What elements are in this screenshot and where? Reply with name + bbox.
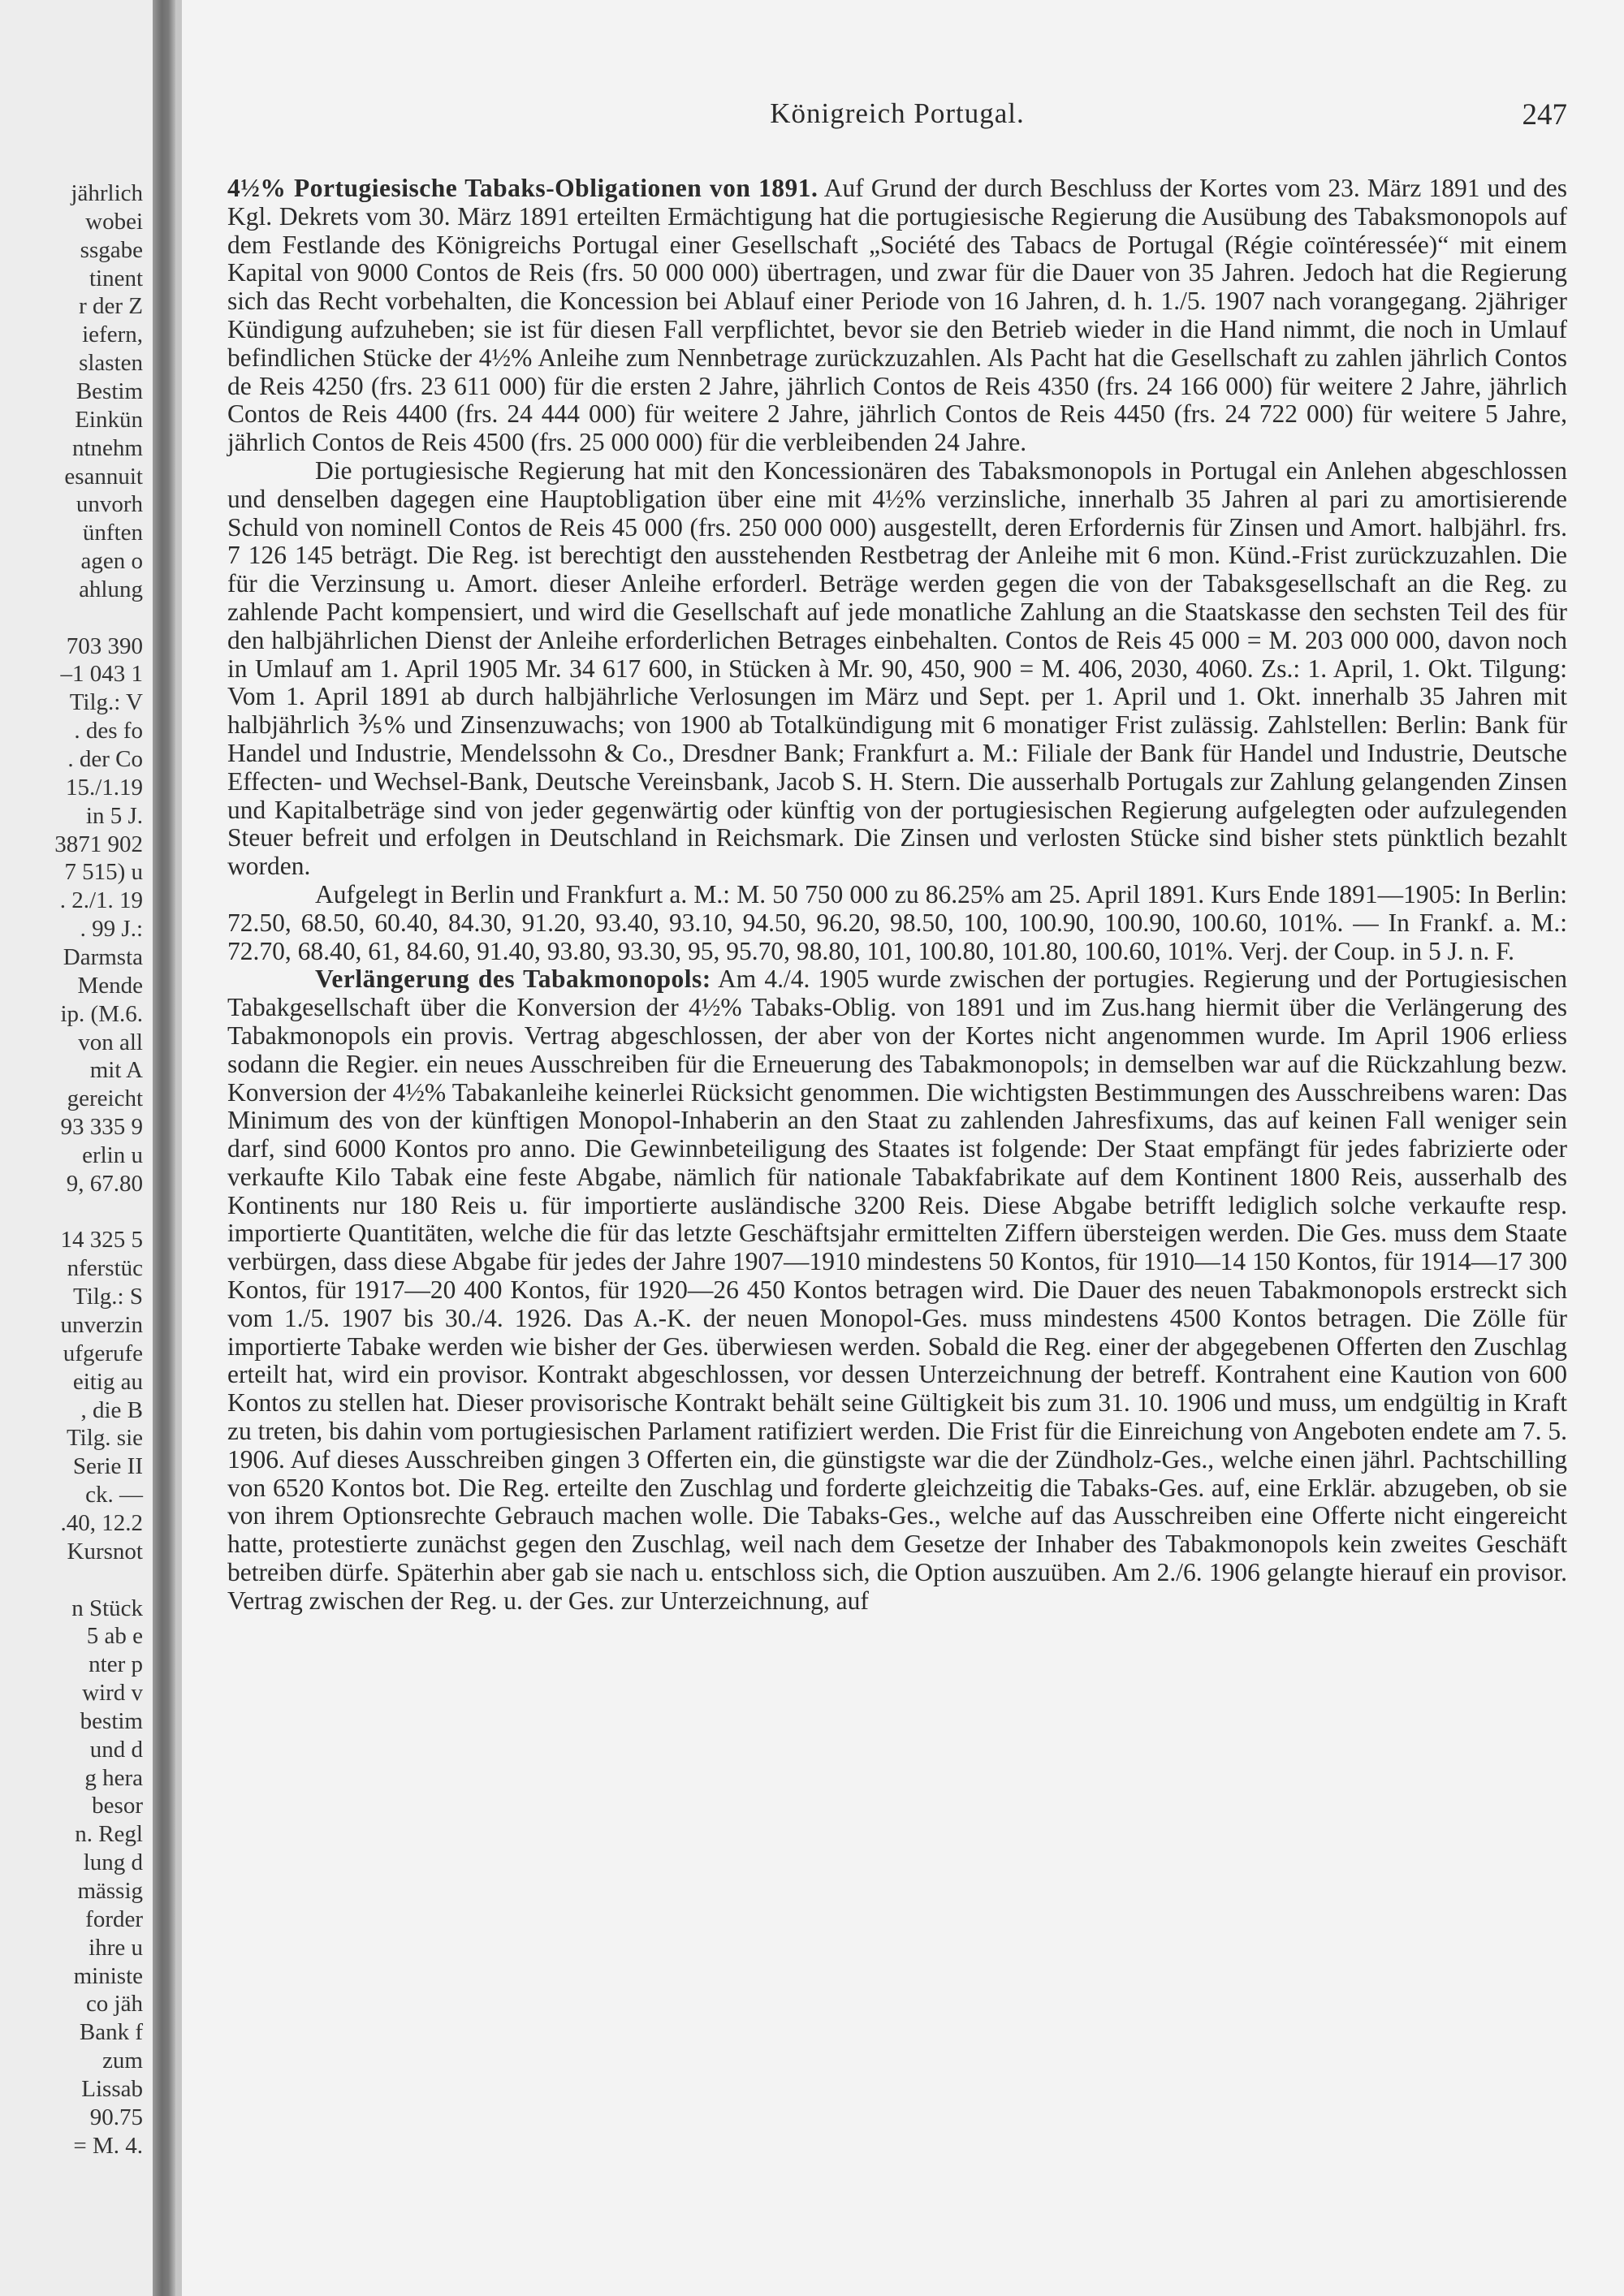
facing-page-line: erlin u — [82, 1142, 143, 1168]
facing-page-line: ihre u — [89, 1934, 143, 1961]
facing-page-line: . 2./1. 19 — [59, 887, 143, 914]
section-heading-monopoly-extension: Verlängerung des Tabakmonopols: — [315, 965, 711, 994]
facing-page-line: ministe — [73, 1962, 143, 1989]
page-header-title: Königreich Portugal. — [770, 97, 1025, 129]
facing-page-line: . 99 J.: — [80, 916, 143, 943]
facing-page-line: 15./1.19 — [65, 774, 143, 801]
book-gutter-shadow — [153, 0, 175, 2296]
facing-page-line: unvorh — [76, 491, 143, 518]
facing-page-line: ahlung — [79, 576, 143, 602]
facing-page-line: ssgabe — [80, 236, 143, 263]
facing-page-line: –1 043 1 — [60, 661, 143, 688]
paragraph-text: Auf Grund der durch Beschluss der Kortes vom 23. März 1891 und des Kgl. Dekrets vom 30. März 1891 erteilten Ermächtigung hat die portugiesische Regierung die Ausübung des Tabaksmonopols auf dem Festlande des Königreichs Portugal einer Gesellschaft „Société des Tabacs de Portugal (Régie coïntéressée)“ mit einem Kapital von 9000 Contos de Reis (frs. 50 000 000) übertragen, und zwar für die Dauer von 35 Jahren. Jedoch hat die Regierung sich das Recht vorbehalten, die Koncession bei Ablauf einer Periode von 16 Jahren, d. h. 1./5. 1907 nach vorangegang. 2jähriger Kündigung aufzuheben; sie ist für diesen Fall verpflichtet, bevor sie den Betrieb wieder in die Hand nimmt, die noch in Umlauf befindlichen Stücke der 4½% Anleihe zum Nennbetrage zurückzuzahlen. Als Pacht hat die Gesellschaft zu zahlen jährlich Contos de Reis 4250 (frs. 23 611 000) für die ersten 2 Jahre, jährlich Contos de Reis 4350 (frs. 24 166 000) für weitere 2 Jahre, jährlich Contos de Reis 4400 (frs. 24 444 000) für weitere 2 Jahre, jährlich Contos de Reis 4450 (frs. 24 722 000) für weitere 5 Jahre, jährlich Contos de Reis 4500 (frs. 25 000 000) für die verbleibenden 24 Jahre. — [227, 174, 1567, 457]
page-edge — [175, 0, 182, 2296]
facing-page-line: . der Co — [67, 746, 143, 772]
facing-page-line: esannuit — [64, 463, 143, 490]
facing-page-line: co jäh — [85, 1991, 143, 2018]
facing-page-line: 90.75 — [89, 2104, 143, 2130]
facing-page-line: n Stück — [71, 1595, 143, 1621]
facing-page-line: Lissab — [81, 2075, 143, 2102]
facing-page-line: 5 ab e — [86, 1623, 143, 1650]
section-heading-tobacco-bonds: 4½% Portugiesische Tabaks-Obligationen von 1891. — [227, 174, 818, 202]
facing-page-line: gereicht — [67, 1085, 143, 1112]
facing-page-line: Serie II — [72, 1453, 143, 1480]
facing-page-line: mit A — [89, 1057, 143, 1084]
facing-page-line: agen o — [80, 548, 143, 575]
facing-page-line: 93 335 9 — [60, 1114, 143, 1141]
page — [182, 0, 1624, 2296]
facing-page-line: nter p — [89, 1651, 143, 1678]
running-head — [227, 97, 1567, 138]
facing-page-line: Einkün — [75, 406, 143, 433]
facing-page-line: Bank f — [79, 2019, 143, 2046]
facing-page-line: lung d — [83, 1849, 143, 1876]
facing-page-line: unverzin — [60, 1312, 143, 1338]
facing-page-line: bestim — [80, 1707, 143, 1734]
facing-page-line: ufgerufe — [63, 1340, 143, 1366]
facing-page-line: n. Regl — [75, 1821, 143, 1848]
facing-page-line: Tilg. sie — [66, 1425, 143, 1452]
facing-page-line: Tilg.: V — [69, 689, 143, 716]
facing-page-line: ck. — — [85, 1482, 143, 1508]
facing-page-line: 14 325 5 — [60, 1227, 143, 1254]
facing-page-line: mässig — [77, 1878, 143, 1904]
facing-page-line: von all — [78, 1029, 143, 1055]
paragraph-loan-terms: Die portugiesische Regierung hat mit den Koncessionären des Tabaksmonopols in Portugal ein Anlehen abgeschlossen und denselben dagegen eine Hauptobligation über eine mit 4½% verzinsliche, innerhalb 35 Jahren al pari zu amortisierende Schuld von nominell Contos de Reis 45 000 (frs. 250 000 000) ausgestellt, deren Erfordernis für Zinsen und Amort. halbjährl. frs. 7 126 145 beträgt. Die Reg. ist berechtigt den ausstehenden Restbetrag der Anleihe mit 6 mon. Künd.-Frist zurückzuzahlen. Die für die Verzinsung u. Amort. dieser Anleihe erforderl. Beträge werden gegen die von der Tabaksgesellschaft an die Reg. zu zahlende Pacht kompensiert, und wird die Gesellschaft auf jede monatliche Zahlung an die Staatskasse den sechsten Teil des für den halbjährlichen Dienst der Anleihe erforderlichen Betrages einbehalten. Contos de Reis 45 000 = M. 203 000 000, davon noch in Umlauf am 1. April 1905 Mr. 34 617 600, in Stücken à Mr. 90, 450, 900 = M. 406, 2030, 4060. Zs.: 1. April, 1. Okt. Tilgung: Vom 1. April 1891 ab durch halbjährliche Verlosungen im März und Sept. per 1. April und 1. Okt. innerhalb 35 Jahren mit halbjährlich ⅗% und Zinsenzuwachs; von 1900 ab Totalkündigung mit 6 monatiger Frist zulässig. Zahlstellen: Berlin: Bank für Handel und Industrie, Mendelssohn & Co., Dresdner Bank; Frankfurt a. M.: Filiale der Bank für Handel und Industrie, Deutsche Effecten- und Wechsel-Bank, Deutsche Vereinsbank, Jacob S. H. Stern. Die ausserhalb Portugals zur Zahlung gelangenden Zinsen und Kapitalbeträge sind von jeder gegenwärtig oder künftig von der portugiesischen Regierung aufgelegten oder aufzulegenden Steuer befreit und erfolgen in Deutschland in Reichsmark. Die Zinsen und verlosten Stücke sind bisher stets pünktlich bezahlt worden. — [227, 455, 1567, 881]
facing-page-line: 3871 902 — [54, 831, 143, 857]
facing-page-line: .40, 12.2 — [60, 1509, 143, 1536]
facing-page-line: wird v — [82, 1680, 143, 1707]
facing-page-line: g hera — [84, 1764, 143, 1791]
paragraph-prices: Aufgelegt in Berlin und Frankfurt a. M.: M. 50 750 000 zu 86.25% am 25. April 1891. Kurs Ende 1891—1905: In Berlin: 72.50, 68.50, 60.40, 84.30, 91.20, 93.40, 93.10, 94.50, 96.20, 98.50, 100, 100.90, 100.90, 100.60, 101%. — In Frankf. a. M.: 72.70, 68.40, 61, 84.60, 91.40, 93.80, 93.30, 95, 95.70, 98.80, 101, 100.80, 101.80, 100.60, 101%. Verj. der Coup. in 5 J. n. F. — [227, 879, 1567, 965]
facing-page-line: ip. (M.6. — [60, 1000, 143, 1027]
paragraph-tobacco-bonds — [227, 175, 1567, 457]
facing-page-fragment — [0, 0, 153, 2296]
facing-page-line: ntnehm — [72, 434, 143, 461]
facing-page-line: tinent — [89, 265, 143, 291]
facing-page-line: = M. 4. — [73, 2132, 143, 2159]
facing-page-line: r der Z — [79, 293, 143, 320]
facing-page-line: iefern, — [82, 322, 143, 348]
facing-page-line: Mende — [77, 972, 143, 999]
paragraph-text: Am 4./4. 1905 wurde zwischen der portugies. Regierung und der Portugiesischen Tabakgesellschaft über die Konversion der 4½% Tabaks-Oblig. von 1891 und im Zus.hang hiermit über die Verlängerung des Tabakmonopols ein provis. Vertrag abgeschlossen, der aber von der Kortes nicht angenommen wurde. Im April 1906 erliess sodann die Regier. ein neues Ausschreiben für die Erneuerung des Tabakmonopols; in demselben war auf die Rückzahlung bezw. Konversion der 4½% Tabakanleihe keinerlei Rücksicht genommen. Die wichtigsten Bestimmungen des Ausschreibens waren: Das Minimum des von der künftigen Monopol-Inhaberin an den Staat zu zahlenden Jahresfixums, das auf keinen Fall weniger sein darf, sind 6000 Kontos pro anno. Die Gewinnbeteiligung des Staates ist folgende: Der Staat empfängt für jedes fabrizierte oder verkaufte Kilo Tabak eine feste Abgabe, nämlich für nationale Tabakfabrikate auf dem Kontinent 1800 Reis, ausserhalb des Kontinents nur 180 Reis u. für importierte ausländische 3200 Reis. Diese Abgabe betrifft lediglich solche verkaufte resp. importierte Quantitäten, welche die für das letzte Geschäftsjahr ermittelten Ziffern übersteigen werden. Die Ges. muss dem Staate verbürgen, dass diese Abgabe für jedes der Jahre 1907—1910 mindestens 50 Kontos, für 1910—14 150 Kontos, für 1914—17 300 Kontos, für 1917—20 400 Kontos, für 1920—26 450 Kontos betragen wird. Die Dauer des neuen Tabakmonopols erstreckt sich vom 1./5. 1907 bis 30./4. 1926. Das A.-K. der neuen Monopol-Ges. muss mindestens 4500 Kontos betragen. Die Zölle für importierte Tabake werden wie bisher der Ges. überwiesen werden. Sobald die Reg. einer der abgegebenen Offerten den Zuschlag erteilt hat, wird ein provisor. Kontrakt abgeschlossen, vor dessen Unterzeichnung der betreff. Kontrahent eine Kaution von 600 Kontos zu stellen hat. Dieser provisorische Kontrakt behält seine Gültigkeit bis zum 31. 10. 1906 und muss, um endgültig in Kraft zu treten, bis dahin vom portugiesischen Parlament ratifiziert werden. Die Frist für die Einreichung von Angeboten endete am 7. 5. 1906. Auf dieses Ausschreiben gingen 3 Offerten ein, die günstigste war die der Zündholz-Ges., welche einen jährl. Pachtschilling von 6520 Kontos bot. Die Reg. erteilte den Zuschlag und forderte gleichzeitig die Tabaks-Ges. auf, eine Erklär. abzugeben, ob sie von ihrem Optionsrechte Gebrauch machen wolle. Die Tabaks-Ges., welche auf das Ausschreiben eine Offerte nicht eingereicht hatte, protestierte zunächst gegen den Zuschlag, weil nach dem Gesetze der Inhaber des Tabakmonopols kein zweites Geschäft betreiben dürfe. Späterhin aber gab sie nach u. entschloss sich, die Option auszuüben. Am 2./6. 1906 gelangte hierauf ein provisor. Vertrag zwischen der Reg. u. der Ges. zur Unterzeichnung, auf — [227, 965, 1567, 1615]
facing-page-line: wobei — [85, 208, 143, 235]
facing-page-line: Darmsta — [63, 943, 143, 970]
facing-page-line: Kursnot — [67, 1538, 143, 1564]
body-text — [227, 175, 1567, 1616]
facing-page-line: forder — [85, 1905, 143, 1932]
facing-page-line: ünften — [82, 520, 143, 546]
facing-page-line: und d — [89, 1736, 143, 1763]
page-number: 247 — [1522, 98, 1567, 132]
facing-page-line: slasten — [79, 350, 143, 377]
facing-page-line: , die B — [80, 1396, 143, 1423]
facing-page-line: . des fo — [74, 718, 143, 744]
facing-page-line: in 5 J. — [85, 802, 143, 829]
facing-page-line: 703 390 — [66, 632, 143, 659]
paragraph-monopoly-extension — [227, 965, 1567, 1615]
facing-page-line: eitig au — [72, 1368, 143, 1395]
facing-page-line: jährlich — [71, 180, 143, 206]
facing-page-line: nferstüc — [67, 1255, 143, 1282]
facing-page-line: besor — [92, 1793, 143, 1819]
facing-page-line: 9, 67.80 — [66, 1170, 143, 1197]
facing-page-line: zum — [102, 2048, 143, 2074]
facing-page-line: 7 515) u — [64, 859, 143, 886]
facing-page-line: Tilg.: S — [73, 1284, 143, 1310]
facing-page-line: Bestim — [76, 378, 143, 404]
